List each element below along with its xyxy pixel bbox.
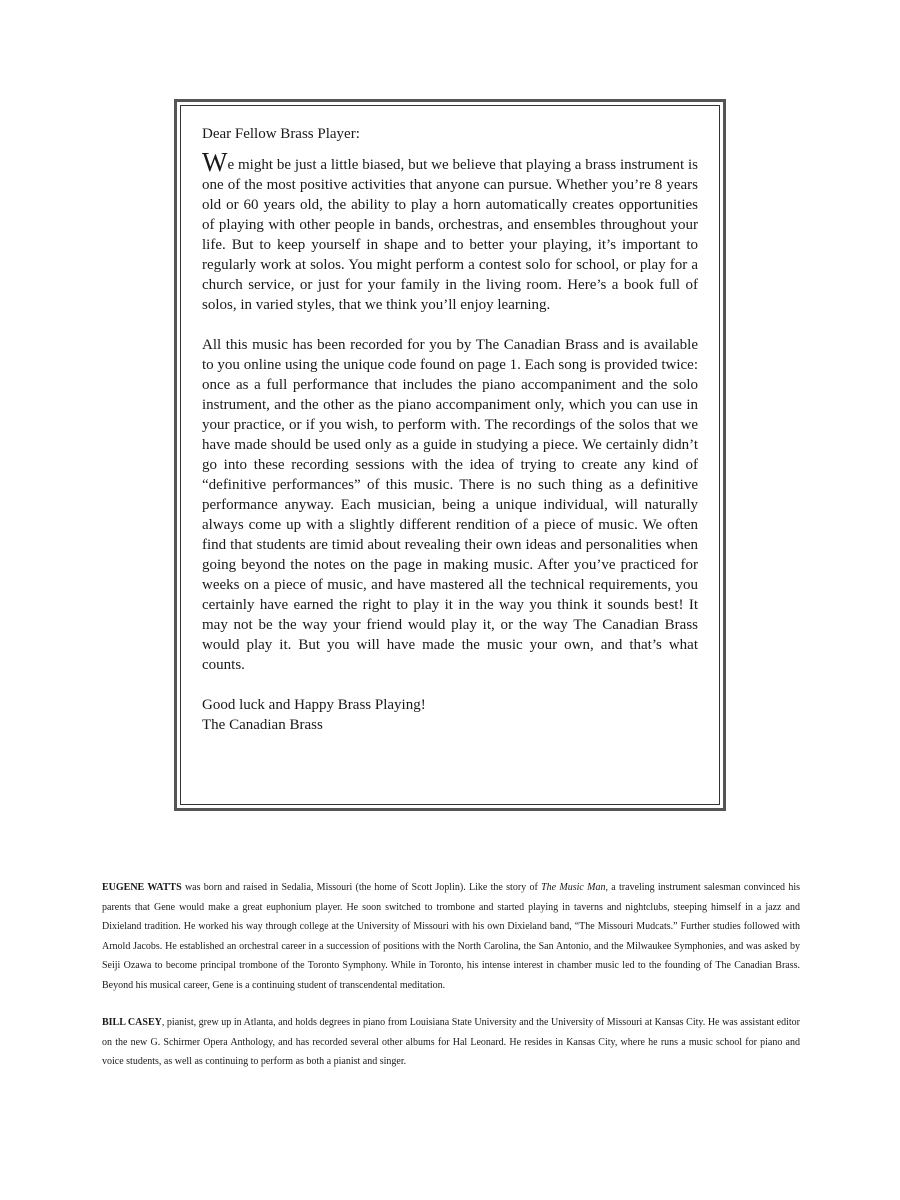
biographies	[102, 878, 800, 1090]
bio-eugene-text-2: , a traveling instrument salesman convinced his parents that Gene would make a great euphonium player. He soon switched to trombone and started playing in taverns and nightclubs, steeping himself in a jazz and Dixieland tradition. He worked his way through college at the University of Missouri with his own Dixieland band, “The Missouri Mudcats.” Further studies followed with Arnold Jacobs. He established an orchestral career in a succession of positions with the North Carolina, the San Antonio, and the Milwaukee Symphonies, and was asked by Seiji Ozawa to become principal trombone of the Toronto Symphony. While in Toronto, his intense interest in chamber music led to the founding of The Canadian Brass. Beyond his musical career, Gene is a continuing student of transcendental meditation.	[102, 882, 800, 991]
letter-paragraph-1	[202, 147, 698, 315]
bio-bill-casey	[102, 1013, 800, 1072]
letter-paragraph-1-text: e might be just a little biased, but we believe that playing a brass instrument is one of the most positive activities that anyone can pursue. Whether you’re 8 years old or 60 years old, the ability to play a horn automatically creates opportunities of playing with other people in bands, orchestras, and ensembles throughout your life. But to keep yourself in shape and to better your playing, it’s important to regularly work at solos. You might perform a contest solo for school, or play for a church service, or just for your family in the living room. Here’s a book full of solos, in varied styles, that we think you’ll enjoy learning.	[202, 157, 698, 313]
closing-signature: The Canadian Brass	[202, 717, 323, 733]
bio-eugene-text-1: was born and raised in Sedalia, Missouri (the home of Scott Joplin). Like the story of	[181, 882, 542, 893]
letter-paragraph-2: All this music has been recorded for you by The Canadian Brass and is available to you online using the unique code found on page 1. Each song is provided twice: once as a full performance that includes the piano accompaniment and the solo instrument, and the other as the piano accompaniment only, which you can use in your practice, or if you wish, to perform with. The recordings of the solos that we have made should be used only as a guide in studying a piece. We certainly didn’t go into these recording sessions with the idea of trying to create any kind of “definitive performances” of this music. There is no such thing as a definitive performance anyway. Each musician, being a unique individual, will naturally always come up with a slightly different rendition of a piece of music. We often find that students are timid about revealing their own ideas and personalities when going beyond the notes on the page in making music. After you’ve practiced for weeks on a piece of music, and have mastered all the technical requirements, you certainly have earned the right to play it in the way you think it sounds best! It may not be the way your friend would play it, or the way The Canadian Brass would play it. But you will have made the music your own, and that’s what counts.	[202, 337, 698, 673]
letter-closing	[202, 695, 698, 735]
drop-cap: W	[202, 147, 228, 177]
letter-salutation: Dear Fellow Brass Player:	[202, 126, 360, 142]
letter-box	[174, 99, 726, 811]
closing-line-1: Good luck and Happy Brass Playing!	[202, 697, 426, 713]
bio-eugene-watts	[102, 878, 800, 995]
letter-content	[202, 124, 698, 735]
bio-name-bill: BILL CASEY	[102, 1017, 162, 1028]
bio-bill-text: , pianist, grew up in Atlanta, and holds degrees in piano from Louisiana State University and the University of Missouri at Kansas City. He was assistant editor on the new G. Schirmer Opera Anthology, and has recorded several other albums for Hal Leonard. He resides in Kansas City, where he runs a music school for piano and voice students, as well as continuing to perform as both a pianist and singer.	[102, 1017, 801, 1067]
bio-name-eugene: EUGENE WATTS	[102, 882, 182, 893]
bio-eugene-title: The Music Man	[541, 882, 606, 893]
